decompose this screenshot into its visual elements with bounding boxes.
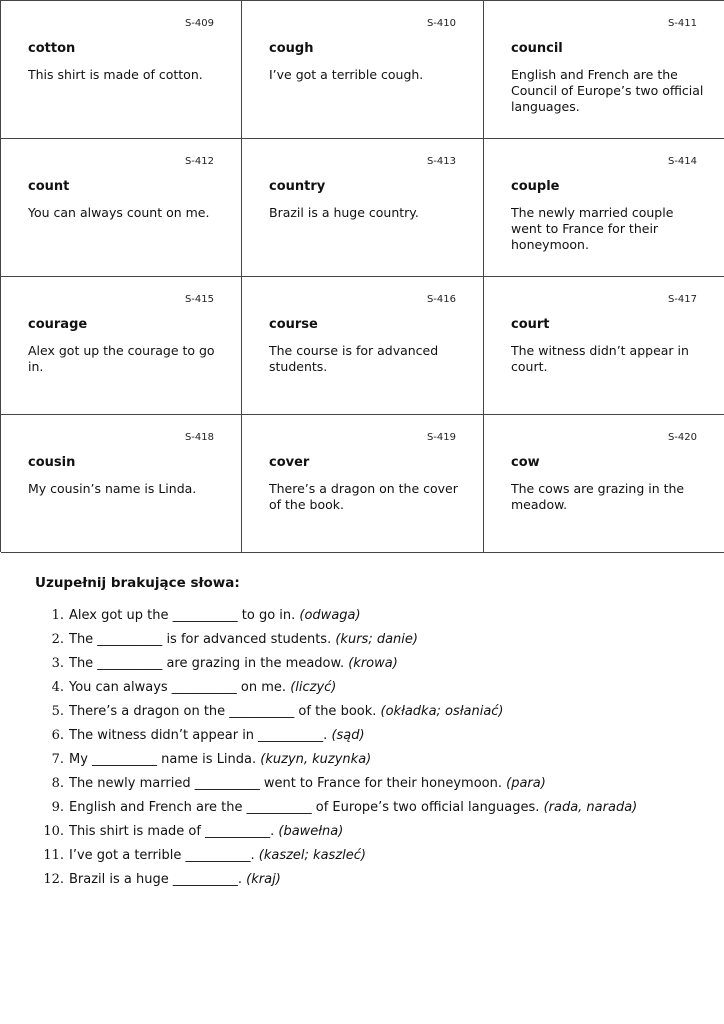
item-hint: (okładka; osłaniać) bbox=[380, 704, 504, 719]
item-text: The __________ are grazing in the meadow. bbox=[69, 656, 345, 671]
card-code: S-411 bbox=[667, 18, 697, 29]
item-hint: (kaszel; kaszleć) bbox=[258, 848, 366, 863]
card-code: S-416 bbox=[426, 294, 456, 305]
flashcard bbox=[1, 1, 242, 139]
item-text: I’ve got a terrible __________. bbox=[69, 848, 255, 863]
card-word: courage bbox=[28, 317, 88, 332]
flashcard bbox=[484, 1, 724, 139]
card-word: cousin bbox=[28, 455, 76, 470]
card-sentence: The witness didn’t appear in court. bbox=[511, 343, 689, 374]
item-hint: (odwaga) bbox=[299, 608, 361, 623]
card-code: S-415 bbox=[184, 294, 214, 305]
card-sentence: The course is for advanced students. bbox=[269, 343, 439, 374]
flashcard bbox=[242, 277, 484, 415]
item-number: 6. bbox=[51, 728, 64, 743]
item-hint: (kraj) bbox=[246, 872, 281, 887]
flashcard bbox=[1, 139, 242, 277]
card-code: S-410 bbox=[426, 18, 456, 29]
card-word: cough bbox=[269, 41, 314, 56]
card-code: S-419 bbox=[426, 432, 456, 443]
item-text: The newly married __________ went to France for their honeymoon. bbox=[69, 776, 502, 791]
exercise-item bbox=[30, 796, 710, 820]
exercise-item bbox=[30, 628, 710, 652]
item-text: This shirt is made of __________. bbox=[69, 824, 275, 839]
exercise-item bbox=[30, 820, 710, 844]
item-text: My __________ name is Linda. bbox=[69, 752, 257, 767]
card-sentence: English and French are the Council of Europe’s two official languages. bbox=[511, 67, 704, 114]
item-text: English and French are the __________ of Europe’s two official languages. bbox=[69, 800, 540, 815]
item-hint: (liczyć) bbox=[290, 680, 337, 695]
card-code: S-418 bbox=[184, 432, 214, 443]
card-code: S-412 bbox=[184, 156, 214, 167]
card-word: count bbox=[28, 179, 70, 194]
card-word: couple bbox=[511, 179, 560, 194]
card-word: cotton bbox=[28, 41, 76, 56]
card-code: S-417 bbox=[667, 294, 697, 305]
flashcard bbox=[242, 1, 484, 139]
card-sentence: My cousin’s name is Linda. bbox=[28, 481, 197, 496]
item-number: 3. bbox=[51, 656, 64, 671]
exercise-item bbox=[30, 700, 710, 724]
card-code: S-420 bbox=[667, 432, 697, 443]
exercise-item bbox=[30, 652, 710, 676]
item-number: 10. bbox=[43, 824, 64, 839]
item-number: 9. bbox=[51, 800, 64, 815]
exercise-item bbox=[30, 772, 710, 796]
item-number: 8. bbox=[51, 776, 64, 791]
card-sentence: Brazil is a huge country. bbox=[269, 205, 419, 220]
item-hint: (para) bbox=[506, 776, 546, 791]
card-word: council bbox=[511, 41, 563, 56]
item-hint: (krowa) bbox=[348, 656, 398, 671]
card-sentence: The cows are grazing in the meadow. bbox=[511, 481, 685, 512]
item-text: The __________ is for advanced students. bbox=[69, 632, 332, 647]
item-number: 11. bbox=[43, 848, 64, 863]
item-text: You can always __________ on me. bbox=[69, 680, 287, 695]
item-number: 2. bbox=[51, 632, 64, 647]
item-text: The witness didn’t appear in __________. bbox=[69, 728, 328, 743]
exercise-title: Uzupełnij brakujące słowa: bbox=[35, 575, 240, 591]
exercise-item bbox=[30, 844, 710, 868]
exercise-item bbox=[30, 724, 710, 748]
flashcard bbox=[484, 139, 724, 277]
card-sentence: Alex got up the courage to go in. bbox=[28, 343, 215, 374]
item-text: Brazil is a huge __________. bbox=[69, 872, 243, 887]
item-text: There’s a dragon on the __________ of the book. bbox=[69, 704, 377, 719]
item-hint: (rada, narada) bbox=[543, 800, 638, 815]
exercise-item bbox=[30, 868, 710, 892]
card-code: S-409 bbox=[184, 18, 214, 29]
card-word: course bbox=[269, 317, 318, 332]
flashcard bbox=[242, 415, 484, 553]
exercise-list bbox=[30, 604, 710, 892]
card-word: cow bbox=[511, 455, 540, 470]
item-hint: (kuzyn, kuzynka) bbox=[260, 752, 372, 767]
flashcard bbox=[1, 415, 242, 553]
exercise-item bbox=[30, 676, 710, 700]
item-number: 4. bbox=[51, 680, 64, 695]
item-number: 12. bbox=[43, 872, 64, 887]
card-sentence: You can always count on me. bbox=[28, 205, 210, 220]
item-text: Alex got up the __________ to go in. bbox=[69, 608, 296, 623]
card-word: court bbox=[511, 317, 550, 332]
item-hint: (kurs; danie) bbox=[335, 632, 418, 647]
card-word: country bbox=[269, 179, 326, 194]
flashcard bbox=[484, 277, 724, 415]
item-hint: (bawełna) bbox=[278, 824, 344, 839]
card-sentence: I’ve got a terrible cough. bbox=[269, 67, 424, 82]
card-sentence: There’s a dragon on the cover of the book. bbox=[269, 481, 458, 512]
card-code: S-414 bbox=[667, 156, 697, 167]
flashcard bbox=[484, 415, 724, 553]
item-number: 5. bbox=[51, 704, 64, 719]
card-sentence: This shirt is made of cotton. bbox=[28, 67, 203, 82]
flashcard bbox=[242, 139, 484, 277]
flashcard bbox=[1, 277, 242, 415]
card-word: cover bbox=[269, 455, 310, 470]
card-sentence: The newly married couple went to France for their honeymoon. bbox=[511, 205, 674, 252]
exercise-item bbox=[30, 748, 710, 772]
item-hint: (sąd) bbox=[331, 728, 365, 743]
item-number: 1. bbox=[51, 608, 64, 623]
card-code: S-413 bbox=[426, 156, 456, 167]
item-number: 7. bbox=[51, 752, 64, 767]
exercise-item bbox=[30, 604, 710, 628]
